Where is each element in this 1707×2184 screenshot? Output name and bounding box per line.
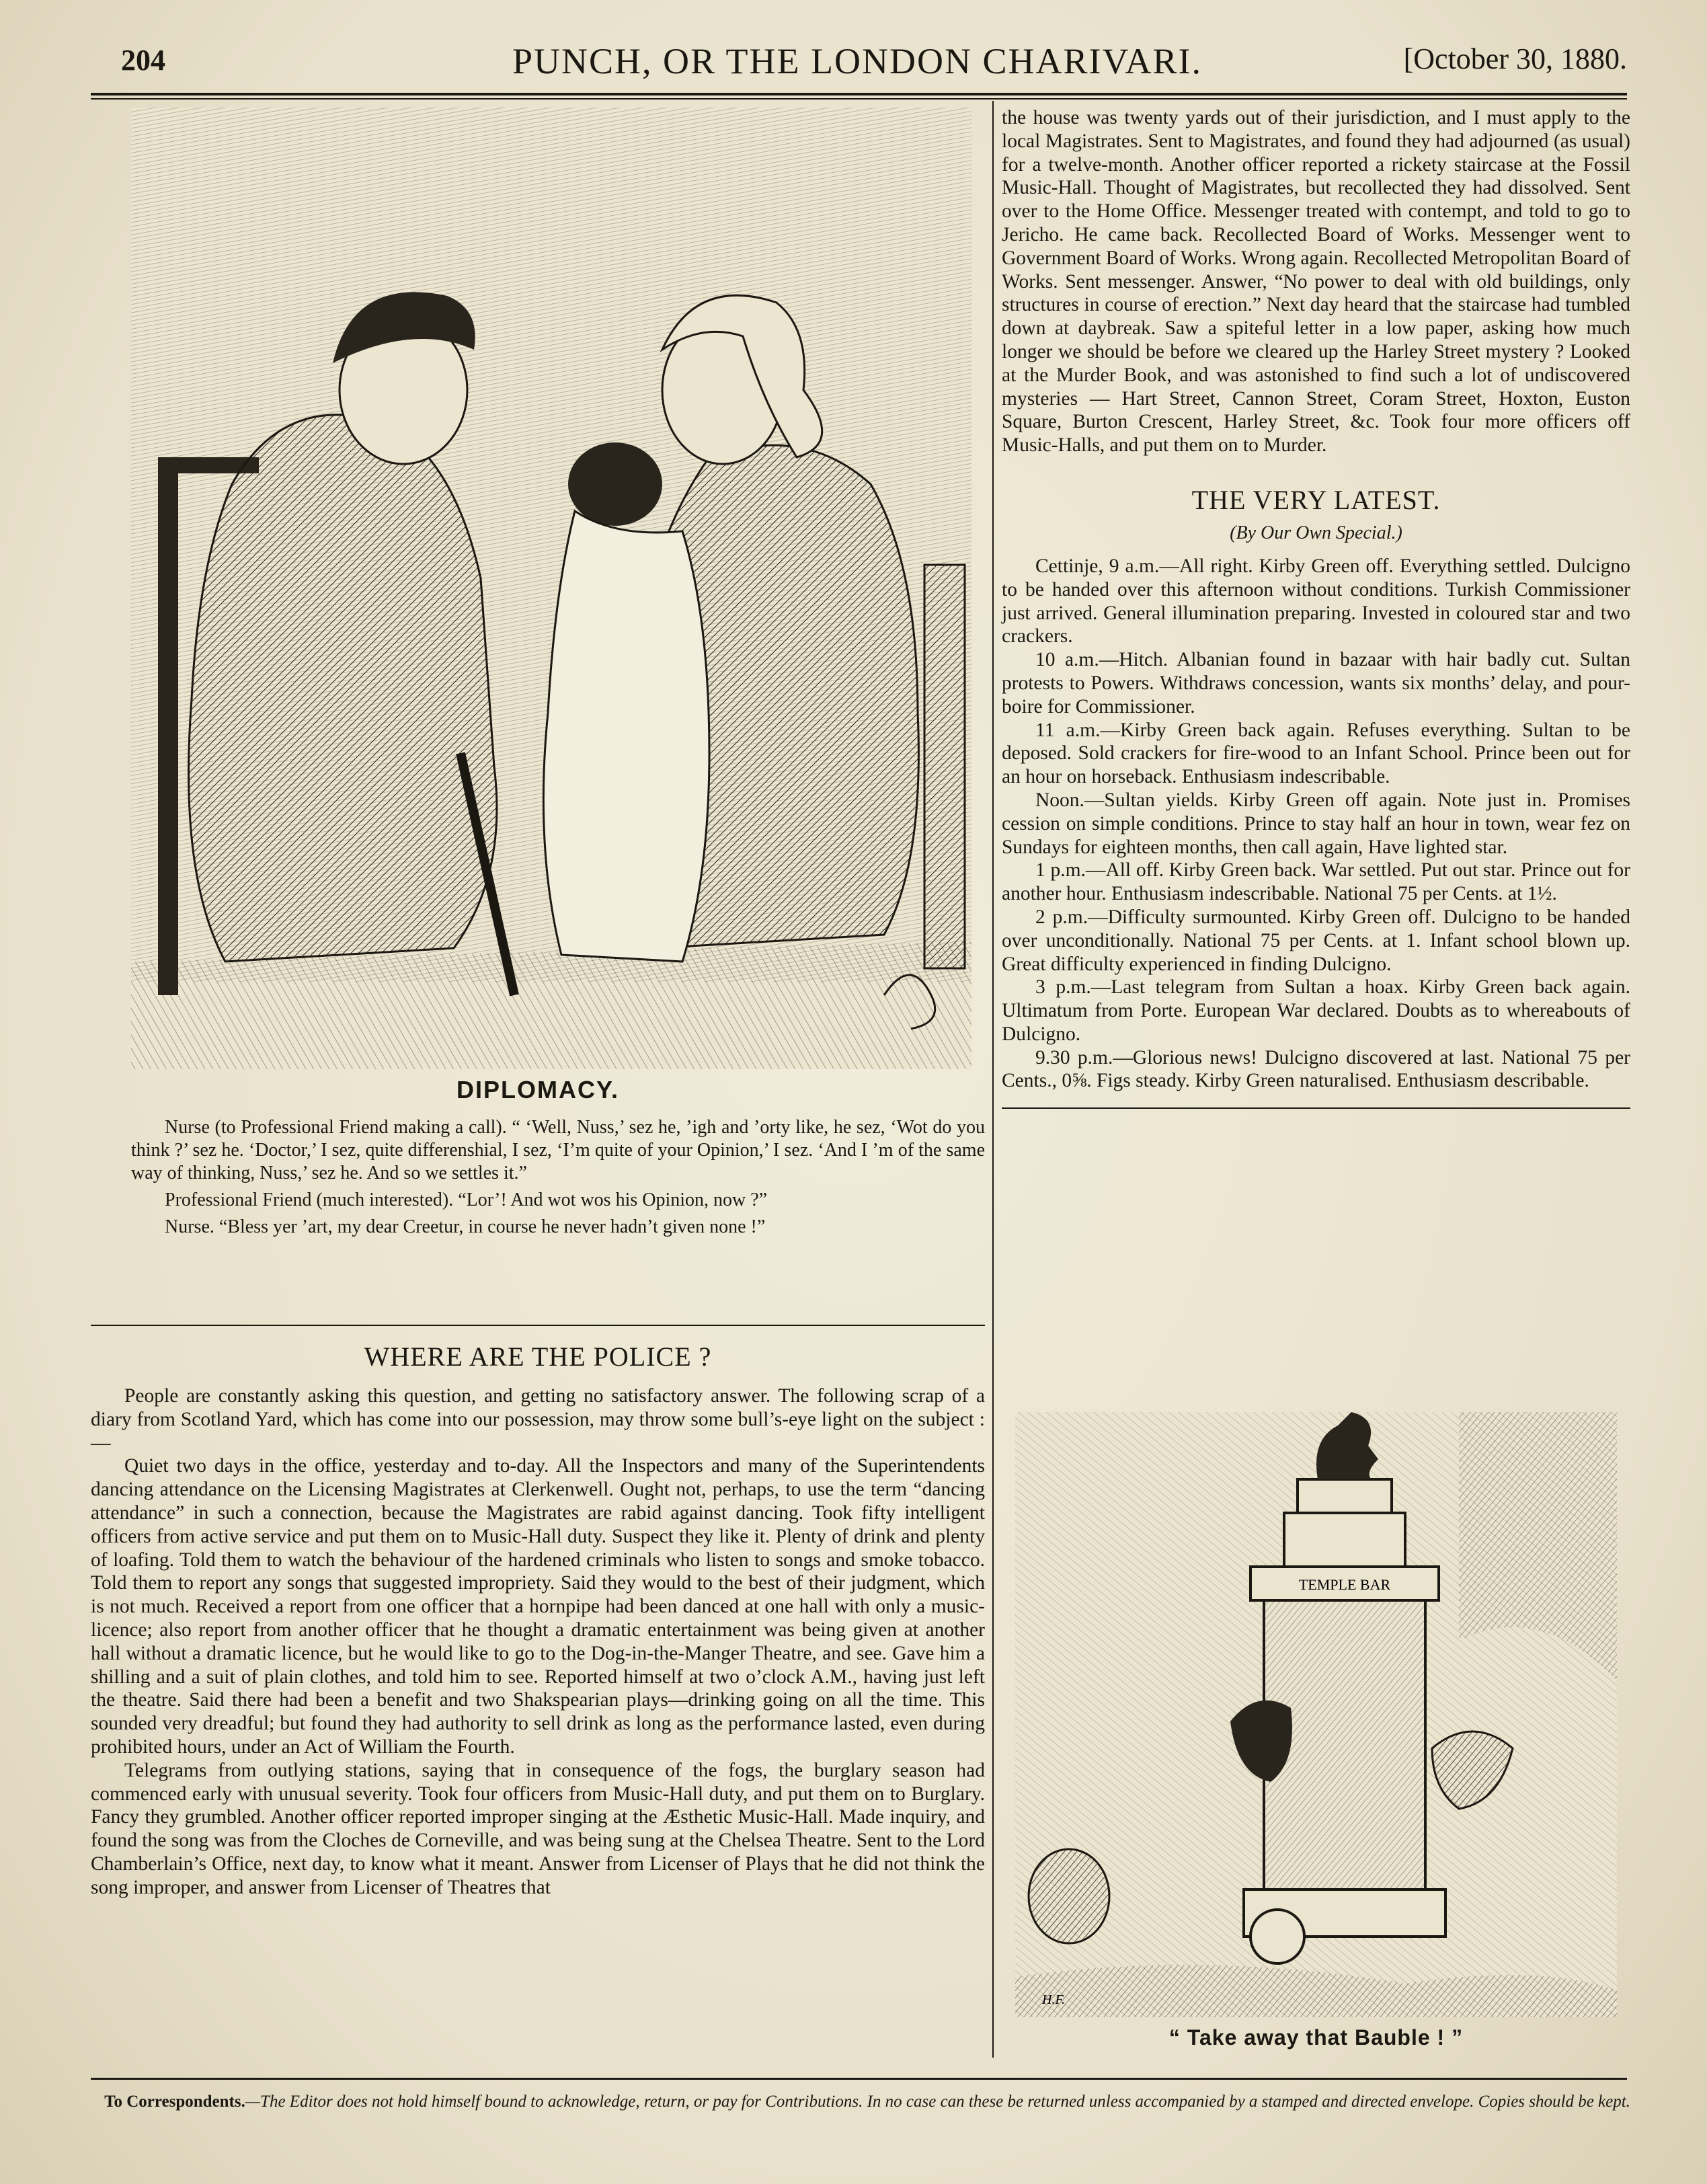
bulletin-entry: 9.30 p.m.—Glorious news! Dulcigno discovered at last. National 75 per Cents., 0⅝. Figs steady. Kirby Green naturalised. Enthusiasm describable. bbox=[1002, 1046, 1630, 1092]
bulletin-entry: Cettinje, 9 a.m.—All right. Kirby Green off. Everything settled. Dulcigno to be handed over this afternoon without conditions. Turkish Commissioner just arrived. General illumination preparing. Invested in coloured star and two crackers. bbox=[1002, 555, 1630, 648]
bulletin-entry: Noon.—Sultan yields. Kirby Green off again. Note just in. Promises cession on simple conditions. Prince to stay half an hour in town, wear fez on Sundays for eighteen months, then call again, Have lighted star. bbox=[1002, 789, 1630, 858]
police-body bbox=[91, 1384, 985, 1900]
right-column bbox=[1002, 106, 1630, 1109]
bulletin-entry: 2 p.m.—Difficulty surmounted. Kirby Green off. Dulcigno to be handed over unconditionally. National 75 per Cents. at 1. Infant school blown up. Great difficulty experienced in finding Dulcigno. bbox=[1002, 906, 1630, 975]
masthead bbox=[87, 35, 1627, 89]
footer-text: —The Editor does not hold himself bound to acknowledge, return, or pay for Contributions. In no case can these be returned unless accompanied by a stamped and directed envelope. Copies should be kept. bbox=[245, 2093, 1630, 2111]
dialogue-line: Nurse. “Bless yer ’art, my dear Creetur, in course he never hadn’t given none !” bbox=[165, 1216, 766, 1237]
footer-label: To Correspondents. bbox=[104, 2093, 245, 2111]
latest-byline: (By Our Own Special.) bbox=[1230, 522, 1402, 543]
article-paragraph: Telegrams from outlying stations, saying that in consequence of the fogs, the burglary season had commenced early with unusual severity. Took four officers from Music-Hall duty, and put them on to Burglary. Fancy they grumbled. Another officer reported improper singing at the Æsthetic Music-Hall. Made inquiry, and found the song was from the Cloches de Corneville, and was being sung at the Chelsea Theatre. Sent to the Lord Chamberlain’s Office, next day, to know what it meant. Answer from Licenser of Plays that he did not think the song improper, and answer from Licenser of Theatres that bbox=[91, 1759, 985, 1898]
latest-article bbox=[1002, 484, 1630, 1093]
correspondents-notice bbox=[101, 2091, 1634, 2112]
artist-signature: H.F. bbox=[1042, 1992, 1066, 2007]
latest-heading: THE VERY LATEST. bbox=[1191, 484, 1441, 515]
bulletin-entry: 3 p.m.—Last telegram from Sultan a hoax. Kirby Green back again. Ultimatum from Porte. European War declared. Doubts as to whereabouts of Dulcigno. bbox=[1002, 976, 1630, 1045]
diplomacy-caption: DIPLOMACY. bbox=[456, 1076, 619, 1103]
diplomacy-dialogue bbox=[131, 1116, 985, 1243]
article-paragraph: Quiet two days in the office, yesterday and to-day. All the Inspectors and many of the Superintendents dancing attendance on the Licensing Magistrates at Clerkenwell. Ought not, perhaps, to use the term “dancing attendance” in such a connection, because the Magistrates are rabid against dancing. Took fifty intelligent officers from active service and put them on to Music-Hall duty. Suspect they like it. Plenty of drink and plenty of loafing. Told them to watch the behaviour of the hardened criminals who listen to songs and smoke tobacco. Told them to report any songs that suggested impropriety. Said they would to the best of their judgment, which is not much. Received a report from one officer that a hornpipe had been danced at one hall with only a music-licence; also report from another officer that he thought a dramatic entertainment was being given at another hall without a dramatic licence, but he would like to go to the Dog-in-the-Manger Theatre, and see. Gave him a shilling and a suit of plain clothes, and told him to see. Reported himself at two o’clock A.M., having just left the theatre. Said there had been a benefit and two Shakspearian plays—drinking going on all the time. This sounded very dreadful; but found they had authority to sell drink as long as the performance lasted, even during prohibited hours, under an Act of William the Fourth. bbox=[91, 1455, 985, 1758]
bulletin-entry: 11 a.m.—Kirby Green back again. Refuses everything. Sultan to be deposed. Sold crackers for fire-wood to an Infant School. Prince been out for an hour on horseback. Enthusiasm indescribable. bbox=[1002, 719, 1630, 788]
latest-body bbox=[1002, 555, 1630, 1093]
issue-date: [October 30, 1880. bbox=[1403, 42, 1627, 75]
police-continuation bbox=[1002, 106, 1630, 457]
section-rule bbox=[1002, 1107, 1630, 1109]
header-rule bbox=[91, 93, 1627, 95]
publication-title: PUNCH, OR THE LONDON CHARIVARI. bbox=[512, 41, 1203, 81]
bulletin-entry: 1 p.m.—All off. Kirby Green back. War settled. Put out star. Prince out for another hour. Enthusiasm indescribable. National 75 per Cents. at 1½. bbox=[1002, 859, 1630, 905]
dialogue-line: Nurse (to Professional Friend making a call). “ ‘Well, Nuss,’ sez he, ’igh and ’orty like, he sez, ‘Wot do you think ?’ sez he. ‘Doctor,’ I sez, quite differenshial, I sez, ‘I’m quite of your Opinion,’ I sez. ‘And I ’m of the same way of thinking, Nuss,’ sez he. And so we settles it.” bbox=[131, 1117, 985, 1183]
bulletin-entry: 10 a.m.—Hitch. Albanian found in bazaar with hair badly cut. Sultan protests to Powers. Withdraws concession, wants six months’ delay, and pour-boire for Commissioner. bbox=[1002, 649, 1630, 717]
temple-bar-inscription: TEMPLE BAR bbox=[1298, 1576, 1391, 1593]
police-article bbox=[91, 1325, 985, 1900]
diplomacy-illustration bbox=[131, 108, 971, 1069]
article-paragraph: the house was twenty yards out of their jurisdiction, and I must apply to the local Magistrates. Sent to Magistrates, and found they had adjourned (as usual) for a twelve-month. Another officer reported a rickety staircase at the Fossil Music-Hall. Thought of Magistrates, but recollected they had dissolved. Sent over to the Home Office. Messenger treated with contempt, and told to go to Jericho. He came back. Recollected Board of Works. Messenger went to Government Board of Works. Wrong again. Recollected Metropolitan Board of Works. Sent messenger. Answer, “No power to deal with old buildings, only structures in course of erection.” Next day heard that the staircase had tumbled down at daybreak. Saw a spiteful letter in a low paper, asking how much longer we should be before we cleared up the Harley Street mystery ? Looked at the Murder Book, and was astonished to find such a lot of undiscovered mysteries — Hart Street, Cannon Street, Coram Street, Hoxton, Euston Square, Burton Crescent, Harley Street, &c. Took four more officers off Music-Halls, and put them on to Murder. bbox=[1002, 107, 1631, 457]
temple-bar-cartoon bbox=[1002, 1399, 1630, 2071]
page-number: 204 bbox=[121, 44, 165, 77]
article-paragraph: People are constantly asking this question, and getting no satisfactory answer. The following scrap of a diary from Scotland Yard, which has come into our possession, may throw some bull’s-eye light on the subject :— bbox=[91, 1385, 985, 1454]
section-rule bbox=[91, 1325, 985, 1326]
temple-bar-illustration bbox=[1002, 1399, 1630, 2024]
column-divider bbox=[992, 101, 994, 2058]
dialogue-line: Professional Friend (much interested). “Lor’! And wot wos his Opinion, now ?” bbox=[165, 1190, 768, 1210]
police-heading: WHERE ARE THE POLICE ? bbox=[364, 1341, 712, 1372]
cartoon-caption: “ Take away that Bauble ! ” bbox=[1168, 2025, 1464, 2050]
header-rule-thin bbox=[91, 98, 1627, 100]
footer-rule bbox=[91, 2078, 1627, 2080]
